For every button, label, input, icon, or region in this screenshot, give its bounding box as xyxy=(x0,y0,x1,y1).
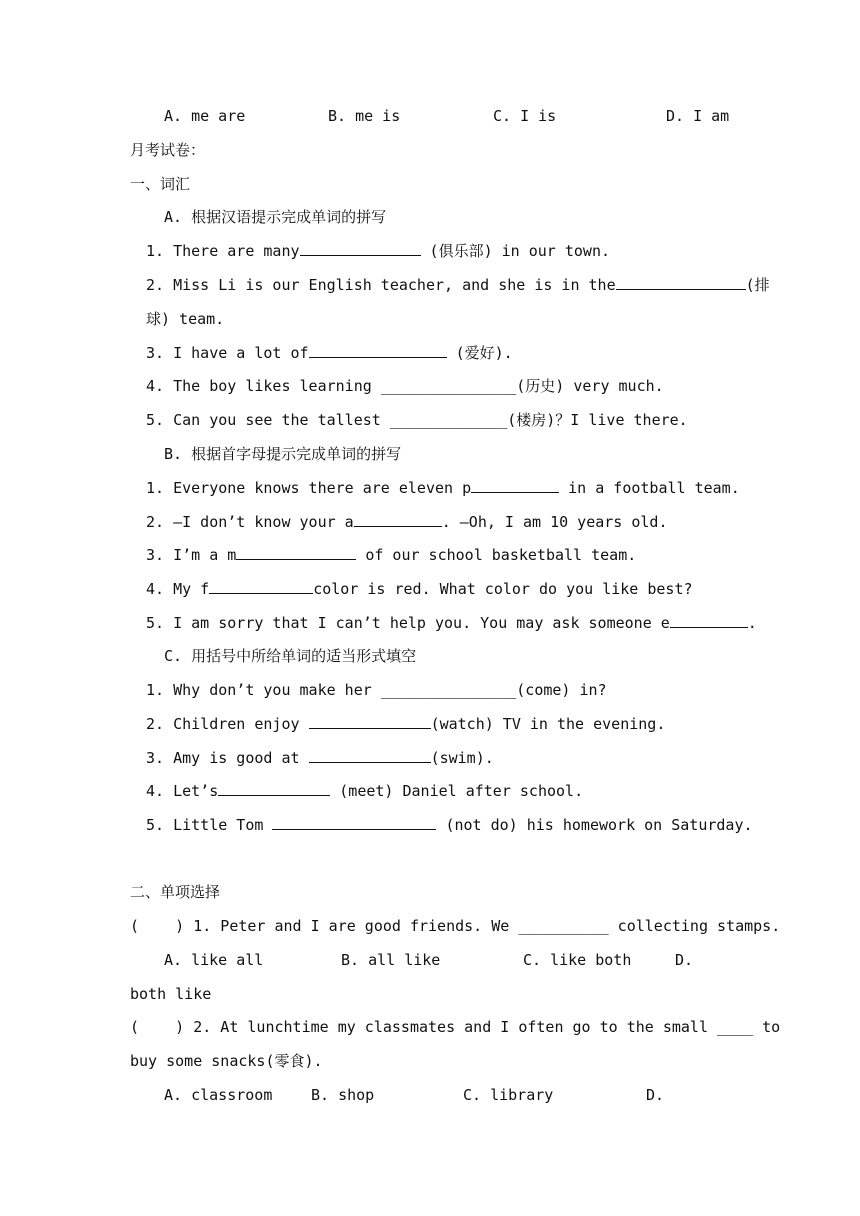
mc-q2-stem-cont: buy some snacks(零食). xyxy=(130,1052,323,1070)
partA-heading: A. 根据汉语提示完成单词的拼写 xyxy=(164,208,387,226)
partA-q5: 5. Can you see the tallest _____________(楼房)？I live there. xyxy=(146,411,688,429)
mc-q2-option-c[interactable]: C. library xyxy=(463,1086,554,1104)
partB-q1: 1. Everyone knows there are eleven p in a football team. xyxy=(146,479,740,497)
top-option-d: D. I am xyxy=(666,107,730,125)
partB-q5: 5. I am sorry that I can’t help you. You may ask someone e . xyxy=(146,614,757,632)
partC-heading: C. 用括号中所给单词的适当形式填空 xyxy=(164,647,417,665)
mc-q2-stem: ( ) 2. At lunchtime my classmates and I often go to the small ____ to xyxy=(130,1018,781,1036)
exam-title: 月考试卷： xyxy=(130,141,206,159)
answer-blank[interactable] xyxy=(616,275,746,290)
answer-blank[interactable] xyxy=(218,781,330,796)
answer-blank[interactable] xyxy=(309,714,431,729)
partC-q1: 1. Why don’t you make her _______________(come) in? xyxy=(146,681,607,699)
partB-heading: B. 根据首字母提示完成单词的拼写 xyxy=(164,445,402,463)
mc-q2-option-b[interactable]: B. shop xyxy=(311,1086,375,1104)
answer-blank[interactable] xyxy=(272,815,436,830)
section1-heading: 一、词汇 xyxy=(130,175,191,193)
answer-blank[interactable]: ____ xyxy=(717,1018,754,1036)
answer-blank[interactable]: __________ xyxy=(518,917,609,935)
answer-blank[interactable]: _____________ xyxy=(389,411,508,429)
partC-q3: 3. Amy is good at (swim). xyxy=(146,749,494,767)
top-option-b: B. me is xyxy=(328,107,401,125)
answer-blank[interactable]: _______________ xyxy=(380,377,517,395)
mc-q1-option-d[interactable]: D. xyxy=(675,951,694,969)
answer-blank[interactable] xyxy=(236,545,356,560)
top-option-c: C. I is xyxy=(493,107,557,125)
mc-q1-stem: ( ) 1. Peter and I are good friends. We __________ collecting stamps. xyxy=(130,917,781,935)
answer-blank[interactable] xyxy=(300,241,421,256)
answer-blank[interactable] xyxy=(471,478,559,493)
mc-q1-option-d-cont: both like xyxy=(130,985,212,1003)
partB-q4: 4. My f color is red. What color do you like best? xyxy=(146,580,693,598)
partA-q4: 4. The boy likes learning _______________(历史) very much. xyxy=(146,377,664,395)
mc-q2-option-d[interactable]: D. xyxy=(646,1086,665,1104)
top-option-a: A. me are xyxy=(164,107,246,125)
answer-blank[interactable] xyxy=(670,613,748,628)
partB-q2: 2. —I don’t know your a . —Oh, I am 10 years old. xyxy=(146,513,668,531)
partC-q5: 5. Little Tom (not do) his homework on Saturday. xyxy=(146,816,753,834)
partA-q2: 2. Miss Li is our English teacher, and she is in the (排 xyxy=(146,276,770,294)
partA-q3: 3. I have a lot of (爱好). xyxy=(146,344,513,362)
mc-q1-option-b[interactable]: B. all like xyxy=(341,951,441,969)
partA-q2-cont: 球) team. xyxy=(146,310,225,328)
answer-blank[interactable]: _______________ xyxy=(380,681,517,699)
mc-q1-option-a[interactable]: A. like all xyxy=(164,951,264,969)
answer-blank[interactable] xyxy=(209,579,313,594)
answer-blank[interactable] xyxy=(309,748,431,763)
answer-blank[interactable] xyxy=(309,343,447,358)
mc-q1-option-c[interactable]: C. like both xyxy=(523,951,632,969)
partC-q4: 4. Let’s (meet) Daniel after school. xyxy=(146,782,584,800)
partB-q3: 3. I’m a m of our school basketball team. xyxy=(146,546,637,564)
answer-blank[interactable] xyxy=(354,512,442,527)
partA-q1: 1. There are many (俱乐部) in our town. xyxy=(146,242,611,260)
mc-q2-option-a[interactable]: A. classroom xyxy=(164,1086,273,1104)
section2-heading: 二、单项选择 xyxy=(130,883,221,901)
partC-q2: 2. Children enjoy (watch) TV in the evening. xyxy=(146,715,666,733)
